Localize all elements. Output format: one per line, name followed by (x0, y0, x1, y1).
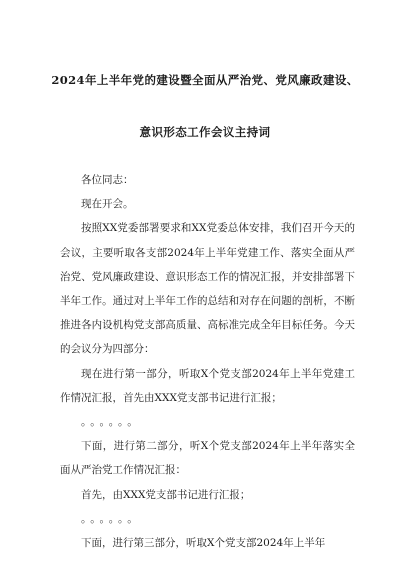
first-report-paragraph: 首先，由XXX党支部书记进行汇报； (81, 488, 251, 501)
document-title-line-2: 意识形态工作会议主持词 (139, 125, 271, 139)
intro-paragraph: 按照XX党委部署要求和XX党委总体安排，我们召开今天的会议，主要听取各支部2024年上半年党建工作、落实全面从严治党、党风廉政建设、意识形态工作的情况汇报，并安排部署下半年工作。通过对上半年工作的总结和对存在问题的剖析，不断推进各内设机构党支部高质量、高标准完成全年目标任务。今天的会议分为四部分： (60, 222, 355, 356)
greeting-paragraph: 各位同志： (81, 174, 134, 186)
part-one-paragraph: 现在进行第一部分，听取X个党支部2024年上半年党建工作情况汇报，首先由XXX党支部书记进行汇报； (60, 367, 355, 404)
document-body (60, 168, 355, 555)
part-three-paragraph: 下面，进行第三部分，听取X个党支部2024年上半年 (81, 537, 326, 550)
document-title-line-1: 2024年上半年党的建设暨全面从严治党、党风廉政建设、 (51, 73, 359, 87)
opening-paragraph: 现在开会。 (81, 198, 134, 211)
ellipsis-paragraph: 。。。。。。 (81, 416, 142, 429)
ellipsis-paragraph: 。。。。。。 (81, 512, 142, 525)
part-two-paragraph: 下面，进行第二部分，听X个党支部2024年上半年落实全面从严治党工作情况汇报： (60, 440, 355, 477)
